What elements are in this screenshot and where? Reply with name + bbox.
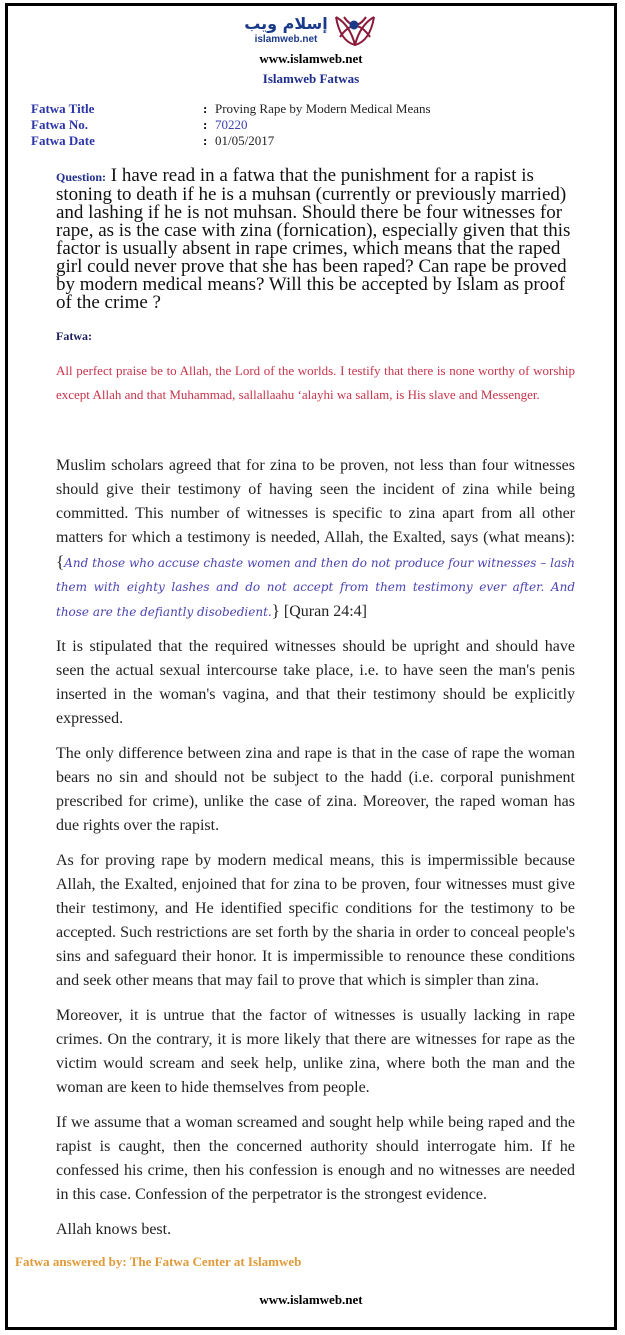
fatwa-paragraph: If we assume that a woman screamed and sought help while being raped and the rapist is caught, then the concerned authority should interrogate him. If he confessed his crime, then his confession is enough and no witnesses are needed in this case. Confession of the perpetrator is the strongest evidence.: [56, 1114, 575, 1203]
document-frame: [5, 3, 617, 1330]
fatwa-paragraph: [56, 454, 575, 624]
islamweb-logo-icon: [332, 11, 378, 49]
fatwa-label: Fatwa:: [56, 329, 92, 343]
meta-row-number: [31, 117, 614, 133]
answered-by: Fatwa answered by: The Fatwa Center at Islamweb: [15, 1254, 302, 1269]
fatwa-paragraph: Moreover, it is untrue that the factor of witnesses is usually lacking in rape crimes. On the contrary, it is more likely that there are witnesses for rape as the victim would scream and seek help, unlike zina, where both the man and the woman are keen to hide themselves from people.: [56, 1007, 575, 1096]
quran-quote: And those who accuse chaste women and then do not produce four witnesses – lash them with eighty lashes and do not accept from them testimony ever after. And those are the defiantly disobedient.: [56, 556, 575, 619]
quote-open-brace: {: [56, 552, 65, 571]
fatwa-title-value: Proving Rape by Modern Medical Means: [215, 101, 431, 116]
fatwa-body: [56, 454, 575, 1242]
meta-row-title: [31, 101, 614, 117]
fatwa-number-link[interactable]: 70220: [215, 117, 248, 132]
fatwa-paragraph: It is stipulated that the required witnesses should be upright and should have seen the actual sexual intercourse take place, i.e. to have seen the man's penis inserted in the woman's vagina, and that their testimony should be explicitly expressed.: [56, 638, 575, 727]
question-label: Question:: [56, 170, 107, 184]
islamweb-logo[interactable]: [8, 6, 614, 50]
question-text: I have read in a fatwa that the punishment for a rapist is stoning to death if he is a muhsan (currently or previously married) and lashing if he is not muhsan. Should there be four witnesses for rape, as is the case with zina (fornication), especially given that this factor is usually absent in rape crimes, which means that the raped girl could never prove that she has been raped? Can rape be proved by modern medical means? Will this be accepted by Islam as proof of the crime ?: [56, 165, 571, 313]
meta-separator: :: [203, 133, 208, 148]
question-block: [56, 167, 576, 312]
closing-line: Allah knows best.: [56, 1221, 172, 1238]
logo-text-group: [244, 14, 328, 46]
meta-row-date: [31, 133, 614, 149]
meta-label: Fatwa Date: [31, 133, 95, 148]
meta-separator: :: [203, 117, 208, 132]
site-url[interactable]: www.islamweb.net: [259, 51, 363, 66]
meta-label: Fatwa No.: [31, 117, 89, 132]
fatwa-meta-table: [31, 101, 614, 149]
quote-close-brace: }: [271, 601, 280, 620]
meta-separator: :: [203, 101, 208, 116]
site-title: Islamweb Fatwas: [262, 71, 360, 86]
footer-site-url[interactable]: www.islamweb.net: [259, 1292, 363, 1307]
meta-label: Fatwa Title: [31, 101, 95, 116]
fatwa-date-value: 01/05/2017: [215, 133, 275, 148]
fatwa-intro: All perfect praise be to Allah, the Lord of the worlds. I testify that there is none worthy of worship except Allah and that Muhammad, sallallaahu ‘alayhi wa sallam, is His slave and Messenger.: [56, 363, 575, 402]
paragraph-text: Muslim scholars agreed that for zina to be proven, not less than four witnesses should give their testimony of having seen the incident of zina while being committed. This number of witnesses is specific to zina apart from all other matters for which a testimony is needed, Allah, the Exalted, says (what means):: [56, 457, 575, 546]
logo-domain-text: islamweb.net: [254, 34, 318, 45]
fatwa-paragraph: The only difference between zina and rape is that in the case of rape the woman bears no sin and should not be subject to the hadd (i.e. corporal punishment prescribed for crime), unlike the case of zina. Moreover, the raped woman has due rights over the rapist.: [56, 745, 575, 834]
logo-arabic-text: إسلام ويب: [244, 14, 328, 33]
quran-reference: [Quran 24:4]: [279, 603, 367, 620]
fatwa-paragraph: As for proving rape by modern medical means, this is impermissible because Allah, the Exalted, enjoined that for zina to be proven, four witnesses must give their testimony, and He identified specific conditions for the testimony to be accepted. Such restrictions are set forth by the sharia in order to conceal people's sins and safeguard their honor. It is impermissible to renounce these conditions and seek other means that may fail to prove that which is simpler than zina.: [56, 852, 575, 989]
